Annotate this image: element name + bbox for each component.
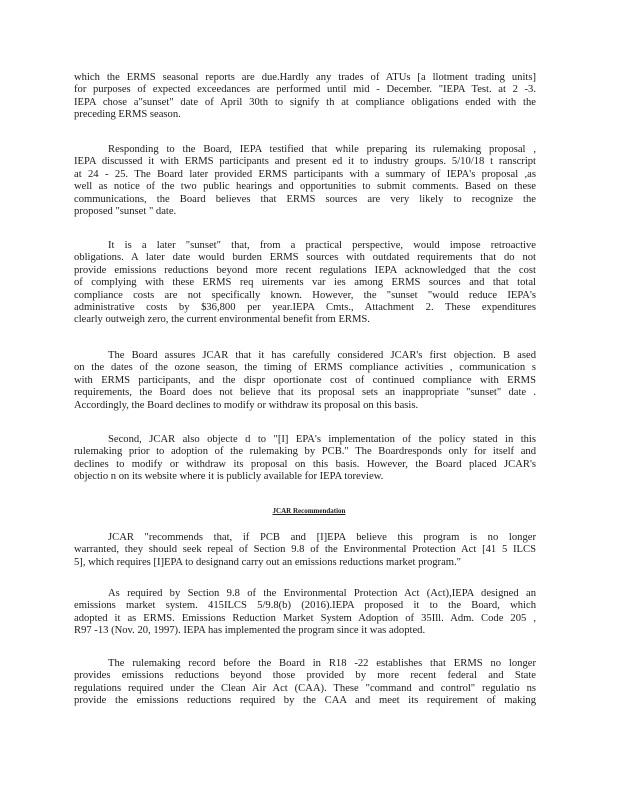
text-line: provide the emissions reductions required by the CAA and meet its requirement of making bbox=[74, 695, 536, 707]
text-line: rulemaking prior to adoption of the rulemaking by PCB." The Boardresponds only for itself and bbox=[74, 446, 536, 458]
text-line: proposed "sunset " date. bbox=[74, 206, 177, 218]
text-line: on the dates of the ozone season, the timing of ERMS compliance activities , communication s bbox=[74, 362, 536, 374]
text-line: provide emissions reductions beyond more recent regulations IEPA acknowledged that the cost bbox=[74, 264, 536, 276]
paragraph-7 bbox=[74, 588, 536, 638]
text-line: declines to modify or withdraw its proposal on this basis. However, the Board placed JCAR's bbox=[74, 458, 536, 470]
text-line: administrative costs by $36,800 per year.IEPA Cmts., Attachment 2. These expenditures bbox=[74, 302, 536, 314]
text-line: communications, the Board believes that ERMS sources are very likely to recognize the bbox=[74, 193, 536, 205]
text-line: JCAR "recommends that, if PCB and [I]EPA believe this program is no longer bbox=[108, 532, 536, 543]
text-line: The Board assures JCAR that it has carefully considered JCAR's first objection. B ased bbox=[108, 350, 536, 361]
text-line: Accordingly, the Board declines to modify or withdraw its proposal on this basis. bbox=[74, 399, 419, 411]
text-line: obligations. A later date would burden ERMS sources with outdated requirements that do not bbox=[74, 252, 536, 264]
text-line: with ERMS participants, and the dispr oportionate cost of continued compliance with ERMS bbox=[74, 374, 536, 386]
text-line: requirements, the Board does not believe that its proposal sets an inappropriate "sunset" date . bbox=[74, 387, 536, 399]
text-line: IEPA chose a"sunset" date of April 30th to signify th at compliance obligations ended with the bbox=[74, 96, 536, 108]
text-line: at 24 - 25. The Board later provided ERMS participants with a summary of IEPA's proposal ,as bbox=[74, 168, 536, 180]
text-line: R97 -13 (Nov. 20, 1997). IEPA has implemented the program since it was adopted. bbox=[74, 625, 426, 637]
paragraph-5 bbox=[74, 434, 536, 484]
text-line: 5], which requires [I]EPA to designand carry out an emissions reductions market program." bbox=[74, 556, 461, 568]
text-line: warranted, they should seek repeal of Section 9.8 of the Environmental Protection Act [41 5 ILCS bbox=[74, 544, 536, 556]
text-line: clearly outweigh zero, the current environmental benefit from ERMS. bbox=[74, 314, 370, 326]
text-line: which the ERMS seasonal reports are due.Hardly any trades of ATUs [a llotment trading units] bbox=[74, 72, 536, 83]
paragraph-2 bbox=[74, 144, 536, 218]
text-line: well as notice of the two public hearings and opportunities to submit comments. Based on these bbox=[74, 181, 536, 193]
text-line: IEPA discussed it with ERMS participants and present ed it to industry groups. 5/10/18 t ranscript bbox=[74, 156, 536, 168]
text-line: Second, JCAR also objecte d to "[I] EPA's implementation of the policy stated in this bbox=[108, 434, 536, 445]
text-line: objectio n on its website where it is publicly available for IEPA toreview. bbox=[74, 471, 384, 483]
text-line: It is a later "sunset" that, from a practical perspective, would impose retroactive bbox=[108, 240, 536, 251]
paragraph-4 bbox=[74, 350, 536, 412]
text-line: of complying with these ERMS req uirements var ies among ERMS sources and that total bbox=[74, 277, 536, 289]
text-line: As required by Section 9.8 of the Environmental Protection Act (Act),IEPA designed an bbox=[108, 588, 536, 599]
text-line: emissions market system. 415ILCS 5/9.8(b) (2016).IEPA proposed it to the Board, which bbox=[74, 600, 536, 612]
paragraph-6 bbox=[74, 532, 536, 569]
section-heading-text: JCAR Recommendation bbox=[272, 507, 346, 515]
paragraph-3 bbox=[74, 240, 536, 327]
text-line: The rulemaking record before the Board in R18 -22 establishes that ERMS no longer bbox=[108, 658, 536, 669]
text-line: compliance costs are not specifically known. However, the "sunset "would reduce IEPA's bbox=[74, 289, 536, 301]
text-line: preceding ERMS season. bbox=[74, 109, 181, 121]
section-heading bbox=[0, 506, 618, 516]
text-line: Responding to the Board, IEPA testified that while preparing its rulemaking proposal , bbox=[108, 144, 536, 155]
text-line: for purposes of expected exceedances are performed until mid - December. "IEPA Test. at 2 -3. bbox=[74, 84, 536, 96]
paragraph-8 bbox=[74, 658, 536, 708]
text-line: provides emissions reductions beyond those provided by more recent federal and State bbox=[74, 670, 536, 682]
paragraph-1 bbox=[74, 72, 536, 122]
text-line: adopted it as ERMS. Emissions Reduction Market System Adoption of 35Ill. Adm. Code 205 , bbox=[74, 612, 536, 624]
text-line: regulations required under the Clean Air Act (CAA). These "command and control" regulatio ns bbox=[74, 682, 536, 694]
